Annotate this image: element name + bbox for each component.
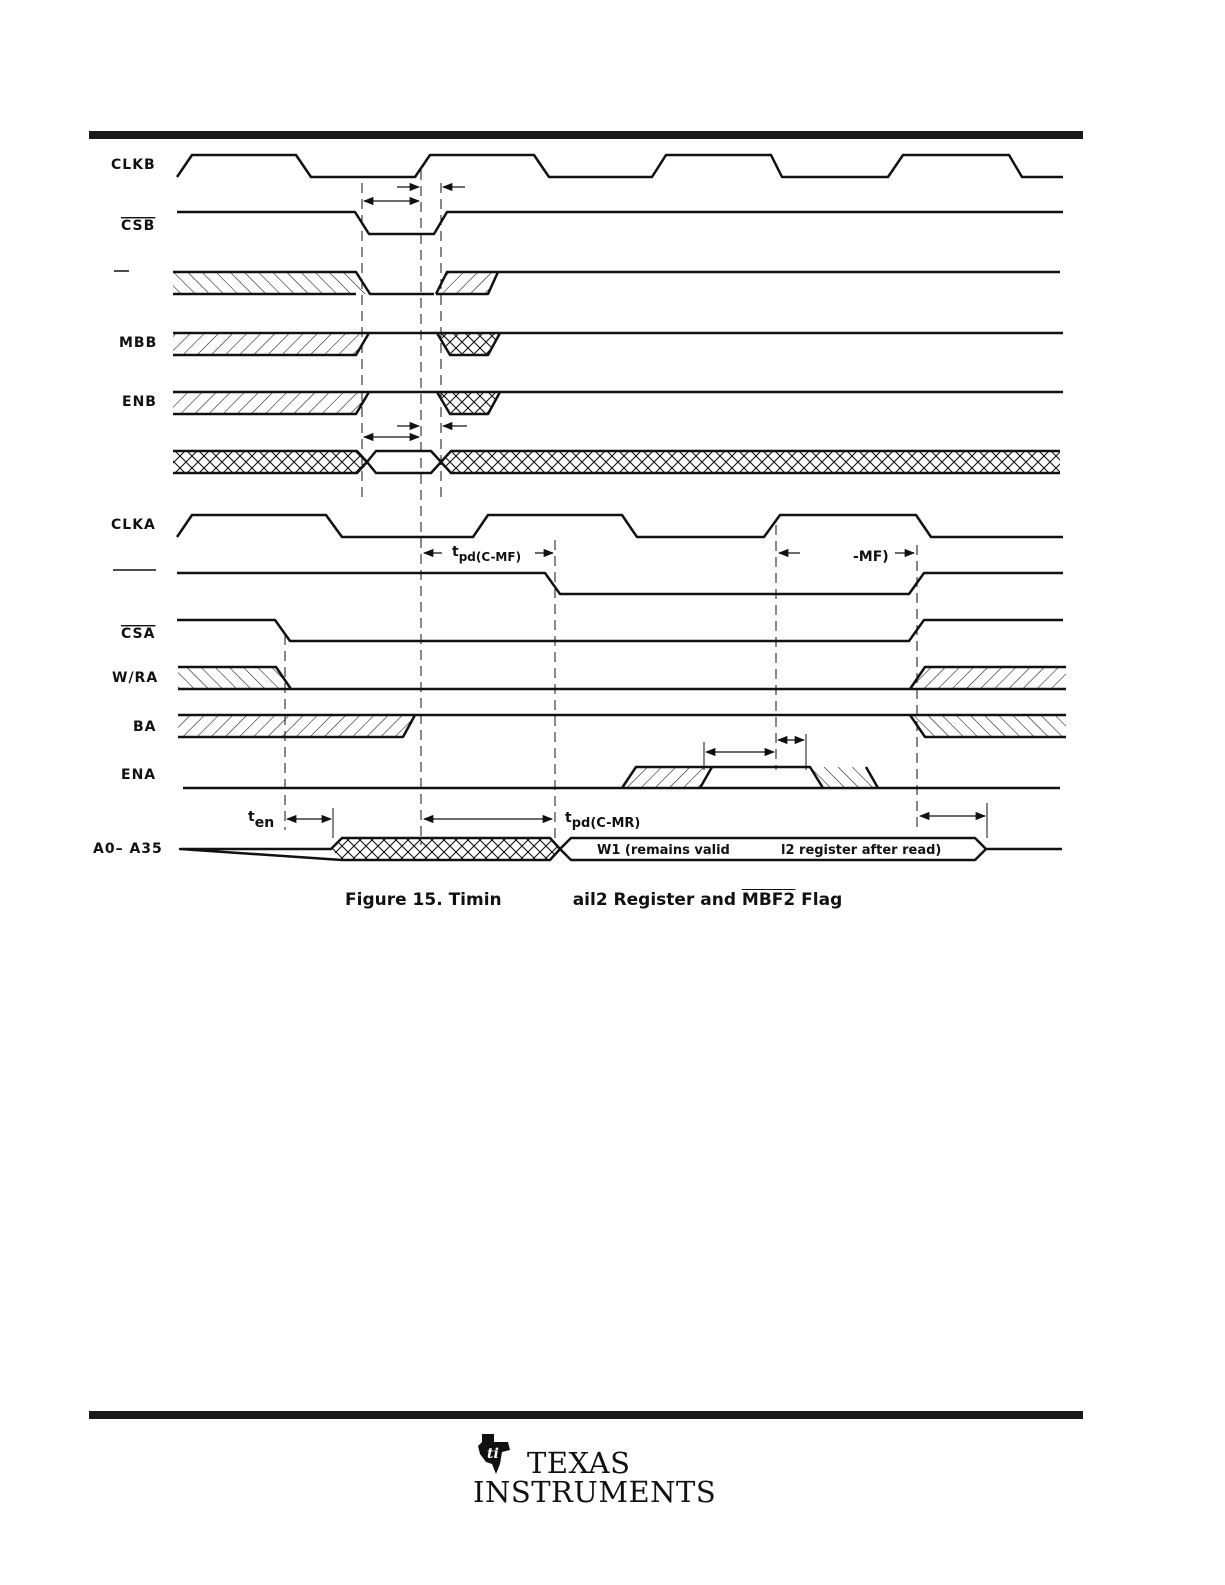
wra-label: W/RA bbox=[112, 670, 159, 686]
a-bus-cross bbox=[331, 838, 560, 860]
mbb-hatch bbox=[173, 333, 369, 355]
ba-hatch-left bbox=[178, 715, 415, 737]
a-bus-label: A0– A35 bbox=[93, 841, 163, 857]
caption-part3: Flag bbox=[795, 890, 843, 910]
b-control-hatch-left bbox=[173, 272, 370, 294]
csa-label: CSA bbox=[121, 626, 156, 642]
mbb-label: MBB bbox=[119, 335, 158, 351]
a-bus-value-label: W1 (remains valid bbox=[597, 843, 730, 858]
tpd-cmr-label: tpd(C-MR) bbox=[565, 810, 641, 831]
a-bus-value-label-2: l2 register after read) bbox=[781, 843, 942, 858]
figure-caption bbox=[345, 890, 842, 910]
clkb-label: CLKB bbox=[111, 157, 156, 173]
b-bus-cross-right bbox=[441, 451, 1060, 473]
tpd-cmf2-label: -MF) bbox=[853, 549, 889, 565]
ten-label: ten bbox=[248, 809, 275, 831]
caption-part2: ail2 Register and bbox=[572, 890, 742, 910]
ena-label: ENA bbox=[121, 767, 157, 783]
caption-part1: Figure 15. Timin bbox=[345, 890, 502, 910]
csb-label: CSB bbox=[121, 218, 156, 234]
clka-label: CLKA bbox=[111, 517, 156, 533]
wra-hatch-left bbox=[178, 667, 291, 689]
flag-waveform bbox=[177, 573, 1063, 594]
bottom-rule bbox=[89, 1411, 1083, 1419]
ena-waveform bbox=[183, 767, 1060, 788]
enb-label: ENB bbox=[122, 394, 157, 410]
ba-label: BA bbox=[133, 719, 157, 735]
wra-hatch-right bbox=[910, 667, 1066, 689]
clka-waveform bbox=[177, 515, 1063, 537]
logo-text-line2: INSTRUMENTS bbox=[473, 1475, 717, 1509]
tpd-cmf-label: tpd(C-MF) bbox=[452, 544, 522, 564]
caption-flag-name: MBF2 bbox=[741, 890, 796, 910]
enb-hatch bbox=[173, 392, 369, 414]
ba-hatch-right bbox=[910, 715, 1066, 737]
clkb-waveform bbox=[177, 155, 1063, 177]
logo-text-line1: TEXAS bbox=[527, 1446, 631, 1480]
ena-hatch-left bbox=[622, 767, 712, 788]
svg-text:ti: ti bbox=[487, 1446, 499, 1462]
b-bus-cross-left bbox=[173, 451, 367, 473]
csb-waveform bbox=[177, 212, 1063, 234]
csa-waveform bbox=[177, 620, 1063, 641]
